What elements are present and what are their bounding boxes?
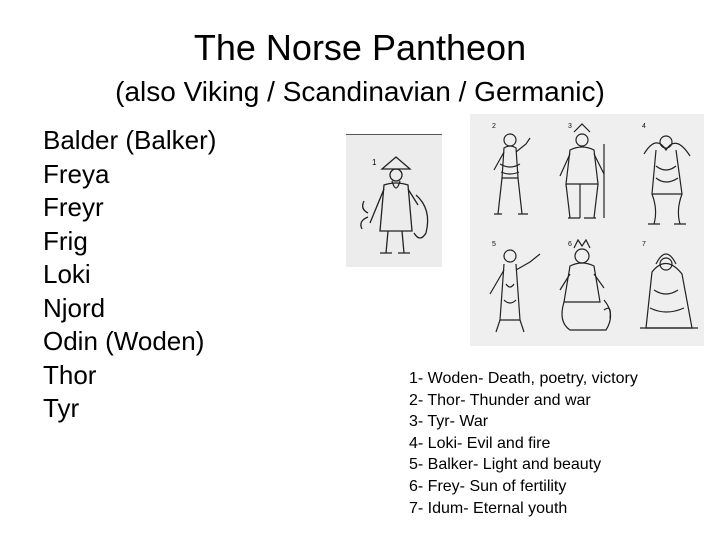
figure-legend [409,368,638,519]
figure-number-label: 7 [642,241,646,248]
legend-item: 5- Balker- Light and beauty [409,456,602,474]
legend-item: 2- Thor- Thunder and war [409,391,591,409]
figure-number-label: 5 [492,241,496,248]
loki-figure [644,136,690,224]
woden-illustration [346,134,442,267]
legend-item: 1- Woden- Death, poetry, victory [409,370,638,387]
god-list-item: Balder (Balker) [43,125,217,155]
legend-item: 4- Loki- Evil and fire [409,434,551,452]
god-list-item: Freya [43,158,110,189]
slide-subtitle: (also Viking / Scandinavian / Germanic) [115,76,605,107]
figure-number-label: 4 [642,123,646,130]
slide-title: The Norse Pantheon [193,27,527,68]
god-list-item: Thor [43,359,97,390]
woden-figure [361,157,428,253]
legend-item: 6- Frey- Sun of fertility [409,477,567,495]
figure-number-label: 6 [568,241,572,248]
figure-number-label: 3 [568,123,572,130]
frey-figure [560,240,611,330]
legend-item: 7- Idum- Eternal youth [409,499,568,517]
god-list-item: Odin (Woden) [43,326,205,356]
legend-item: 3- Tyr- War [409,413,489,431]
god-list-item: Freyr [43,192,104,222]
god-list [43,124,216,426]
balker-figure [490,250,540,332]
tyr-figure [560,124,604,218]
god-list-item: Njord [43,292,106,323]
god-list-item: Tyr [43,393,80,423]
god-list-item: Frig [43,225,88,256]
norse-gods-illustration [470,114,704,346]
idum-figure [640,254,698,328]
figure-number-label: 1 [372,158,377,167]
thor-figure [494,134,530,214]
figure-number-label: 2 [492,123,496,130]
god-list-item: Loki [43,259,91,289]
